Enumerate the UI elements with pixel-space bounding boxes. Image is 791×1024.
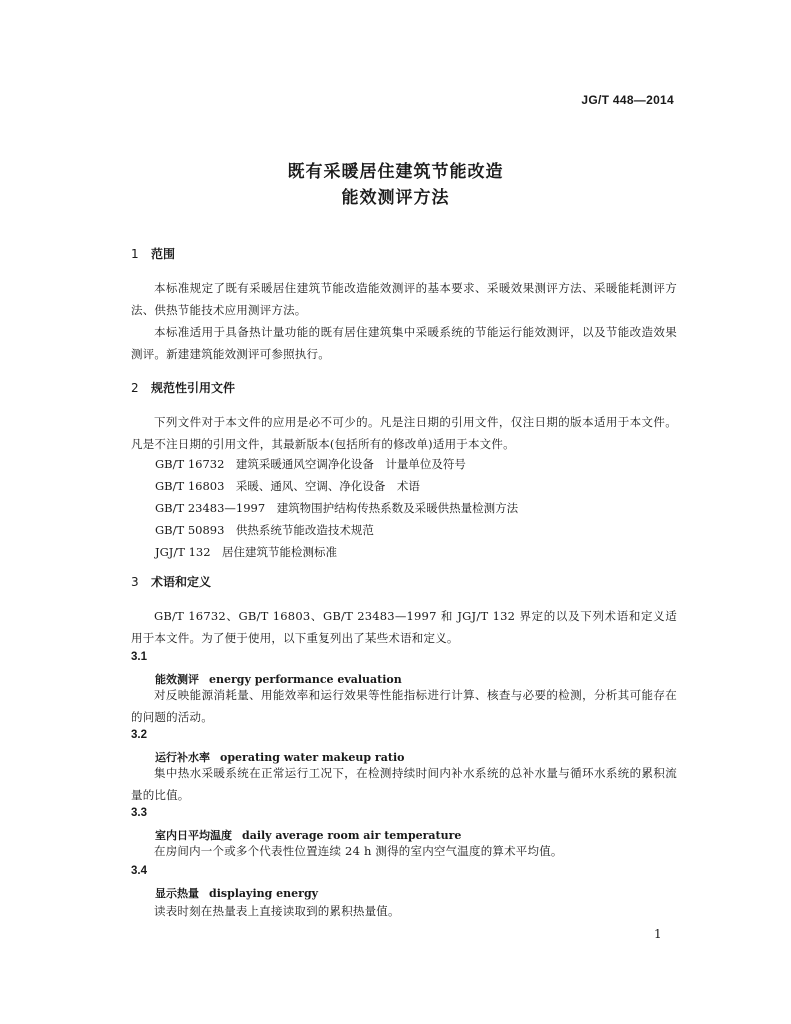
term-en: energy performance evaluation: [209, 673, 402, 686]
term-definition: 读表时刻在热量表上直接读取到的累积热量值。: [154, 904, 400, 918]
reference-item: GB/T 50893 供热系统节能改造技术规范: [155, 523, 374, 537]
standard-code: JG/T 448—2014: [581, 93, 674, 107]
term-number: 3.1: [131, 651, 147, 663]
term-en: displaying energy: [209, 887, 319, 900]
term-zh: 室内日平均温度: [155, 829, 232, 842]
document-title-line1: 既有采暖居住建筑节能改造: [287, 162, 504, 182]
term-number: 3.2: [131, 729, 147, 741]
term-zh: 能效测评: [155, 673, 199, 686]
section-number: 2: [131, 381, 139, 395]
section-3-intro: GB/T 16732、GB/T 16803、GB/T 23483—1997 和 JGJ/T 132 界定的以及下列术语和定义适用于本文件。为了便于使用，以下重复列出了某些术语和定义。: [131, 609, 677, 645]
page-number: 1: [654, 927, 662, 941]
section-title: 范围: [151, 247, 176, 261]
reference-item: GB/T 16803 采暖、通风、空调、净化设备 术语: [155, 479, 420, 493]
document-title-line2: 能效测评方法: [341, 188, 450, 208]
term-zh: 运行补水率: [155, 751, 210, 764]
term-number: 3.4: [131, 865, 147, 877]
term-definition: 集中热水采暖系统在正常运行工况下，在检测持续时间内补水系统的总补水量与循环水系统的累积流量的比值。: [131, 766, 677, 802]
reference-item: JGJ/T 132 居住建筑节能检测标准: [155, 545, 338, 559]
section-number: 3: [131, 575, 139, 589]
reference-item: GB/T 16732 建筑采暖通风空调净化设备 计量单位及符号: [155, 457, 466, 471]
section-2-intro: 下列文件对于本文件的应用是必不可少的。凡是注日期的引用文件，仅注日期的版本适用于本文件。凡是不注日期的引用文件，其最新版本(包括所有的修改单)适用于本文件。: [131, 415, 677, 451]
section-number: 1: [131, 247, 139, 261]
term-heading: [155, 885, 318, 901]
section-title: 术语和定义: [151, 575, 212, 589]
term-definition: 在房间内一个或多个代表性位置连续 24 h 测得的室内空气温度的算术平均值。: [154, 844, 563, 858]
section-1-paragraph-1: 本标准规定了既有采暖居住建筑节能改造能效测评的基本要求、采暖效果测评方法、采暖能耗测评方法、供热节能技术应用测评方法。: [131, 281, 677, 317]
reference-item: GB/T 23483—1997 建筑物围护结构传热系数及采暖供热量检测方法: [155, 501, 519, 515]
section-1-paragraph-2: 本标准适用于具备热计量功能的既有居住建筑集中采暖系统的节能运行能效测评，以及节能改造效果测评。新建建筑能效测评可参照执行。: [131, 325, 677, 361]
section-title: 规范性引用文件: [151, 381, 236, 395]
section-3-heading: [131, 573, 211, 590]
term-en: operating water makeup ratio: [220, 751, 405, 764]
term-zh: 显示热量: [155, 887, 199, 900]
section-2-heading: [131, 379, 235, 396]
term-en: daily average room air temperature: [242, 829, 462, 842]
section-1-heading: [131, 245, 175, 262]
term-number: 3.3: [131, 807, 147, 819]
term-definition: 对反映能源消耗量、用能效率和运行效果等性能指标进行计算、核查与必要的检测，分析其可能存在的问题的活动。: [131, 688, 677, 724]
